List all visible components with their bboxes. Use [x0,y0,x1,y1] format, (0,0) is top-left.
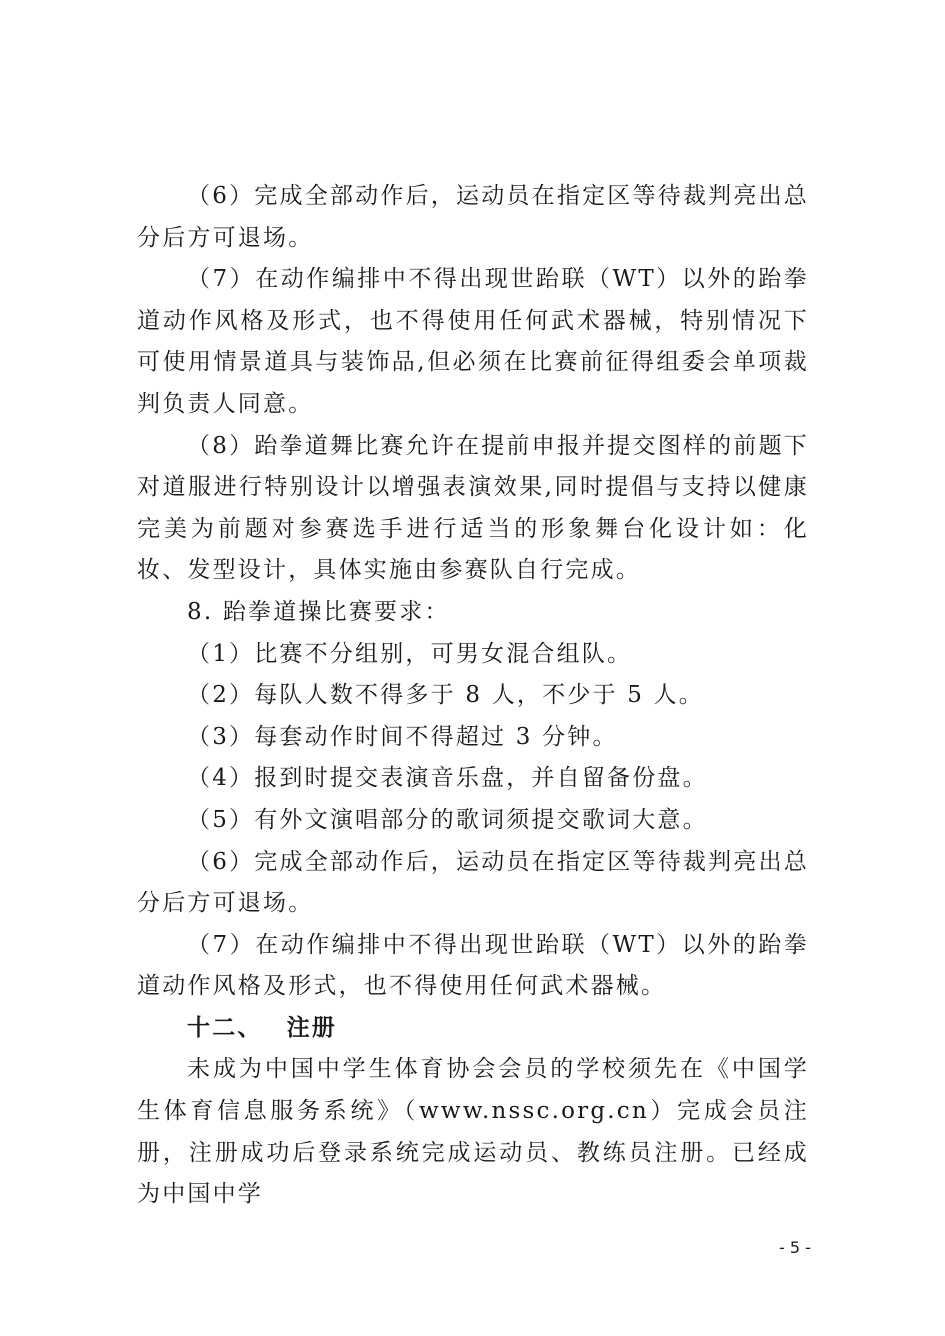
registration-paragraph: 未成为中国中学生体育协会会员的学校须先在《中国学生体育信息服务系统》（www.nssc.org.cn）完成会员注册，注册成功后登录系统完成运动员、教练员注册。已经成为中国中学 [137,1056,809,1208]
section-number: 十二、 [187,1014,263,1041]
page-number: - 5 - [779,1238,811,1257]
section-heading [137,1008,809,1050]
rule-paragraph: （7）在动作编排中不得出现世跆联（WT）以外的跆拳道动作风格及形式，也不得使用任何武术器械。 [137,931,809,1000]
rule-paragraph: （7）在动作编排中不得出现世跆联（WT）以外的跆拳道动作风格及形式，也不得使用任何武术器械，特别情况下可使用情景道具与装饰品,但必须在比赛前征得组委会单项裁判负责人同意。 [137,266,809,417]
rule-paragraph: （4）报到时提交表演音乐盘，并自留备份盘。 [187,765,708,792]
rule-paragraph: （6）完成全部动作后，运动员在指定区等待裁判亮出总分后方可退场。 [137,848,809,917]
rule-paragraph: （6）完成全部动作后，运动员在指定区等待裁判亮出总分后方可退场。 [137,183,809,251]
section-title: 注册 [286,1014,338,1041]
subsection-title: 8. 跆拳道操比赛要求： [187,598,450,625]
page-body [137,176,809,1216]
rule-paragraph: （8）跆拳道舞比赛允许在提前申报并提交图样的前题下对道服进行特别设计以增强表演效果,同时提倡与支持以健康完美为前题对参赛选手进行适当的形象舞台化设计如：化妆、发型设计，具体实施由参赛队自行完成。 [137,432,809,584]
rule-paragraph: （1）比赛不分组别，可男女混合组队。 [187,640,633,667]
rule-paragraph: （3）每套动作时间不得超过 3 分钟。 [187,723,618,750]
rule-paragraph: （2）每队人数不得多于 8 人，不少于 5 人。 [187,682,704,709]
rule-paragraph: （5）有外文演唱部分的歌词须提交歌词大意。 [187,806,708,833]
